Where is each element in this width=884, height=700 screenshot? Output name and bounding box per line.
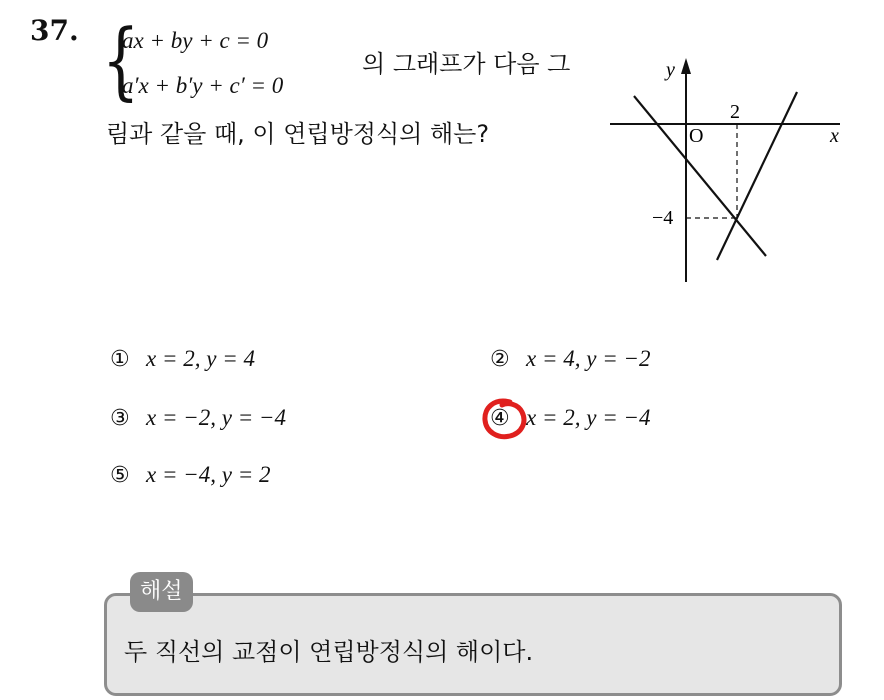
answer-mark-circle bbox=[480, 396, 530, 442]
line-2 bbox=[717, 92, 797, 260]
choice-2[interactable] bbox=[490, 346, 650, 372]
equation-1: ax + by + c = 0 bbox=[122, 28, 269, 53]
explanation-tag: 해설 bbox=[130, 572, 193, 612]
x-tick-label: 2 bbox=[730, 101, 740, 123]
choice-answer: x = 2, y = 4 bbox=[146, 346, 255, 371]
choice-number: ④ bbox=[490, 406, 510, 431]
choice-number: ② bbox=[490, 347, 510, 372]
choice-5[interactable] bbox=[110, 462, 270, 488]
coordinate-graph bbox=[600, 52, 850, 287]
choice-answer: x = −2, y = −4 bbox=[146, 405, 286, 430]
choice-number: ⑤ bbox=[110, 463, 130, 488]
x-axis-label: x bbox=[830, 125, 839, 147]
equation-2: a′x + b′y + c′ = 0 bbox=[122, 73, 284, 98]
choice-number: ③ bbox=[110, 406, 130, 431]
y-axis-label: y bbox=[666, 59, 675, 81]
y-axis-arrow bbox=[681, 58, 691, 74]
choice-number: ① bbox=[110, 347, 130, 372]
choice-1[interactable] bbox=[110, 346, 255, 372]
system-brace: { bbox=[102, 11, 140, 109]
question-stem-part2: 림과 같을 때, 이 연립방정식의 해는? bbox=[106, 120, 490, 148]
choice-answer: x = 2, y = −4 bbox=[526, 405, 651, 430]
choice-3[interactable] bbox=[110, 405, 286, 431]
line-1 bbox=[634, 96, 766, 256]
question-number: 37. bbox=[30, 14, 79, 47]
origin-label: O bbox=[689, 125, 704, 147]
choice-answer: x = 4, y = −2 bbox=[526, 346, 651, 371]
question-stem-part1: 의 그래프가 다음 그 bbox=[362, 50, 571, 78]
y-tick-label: −4 bbox=[652, 207, 674, 229]
explanation-text: 두 직선의 교점이 연립방정식의 해이다. bbox=[124, 638, 534, 666]
choice-answer: x = −4, y = 2 bbox=[146, 462, 271, 487]
